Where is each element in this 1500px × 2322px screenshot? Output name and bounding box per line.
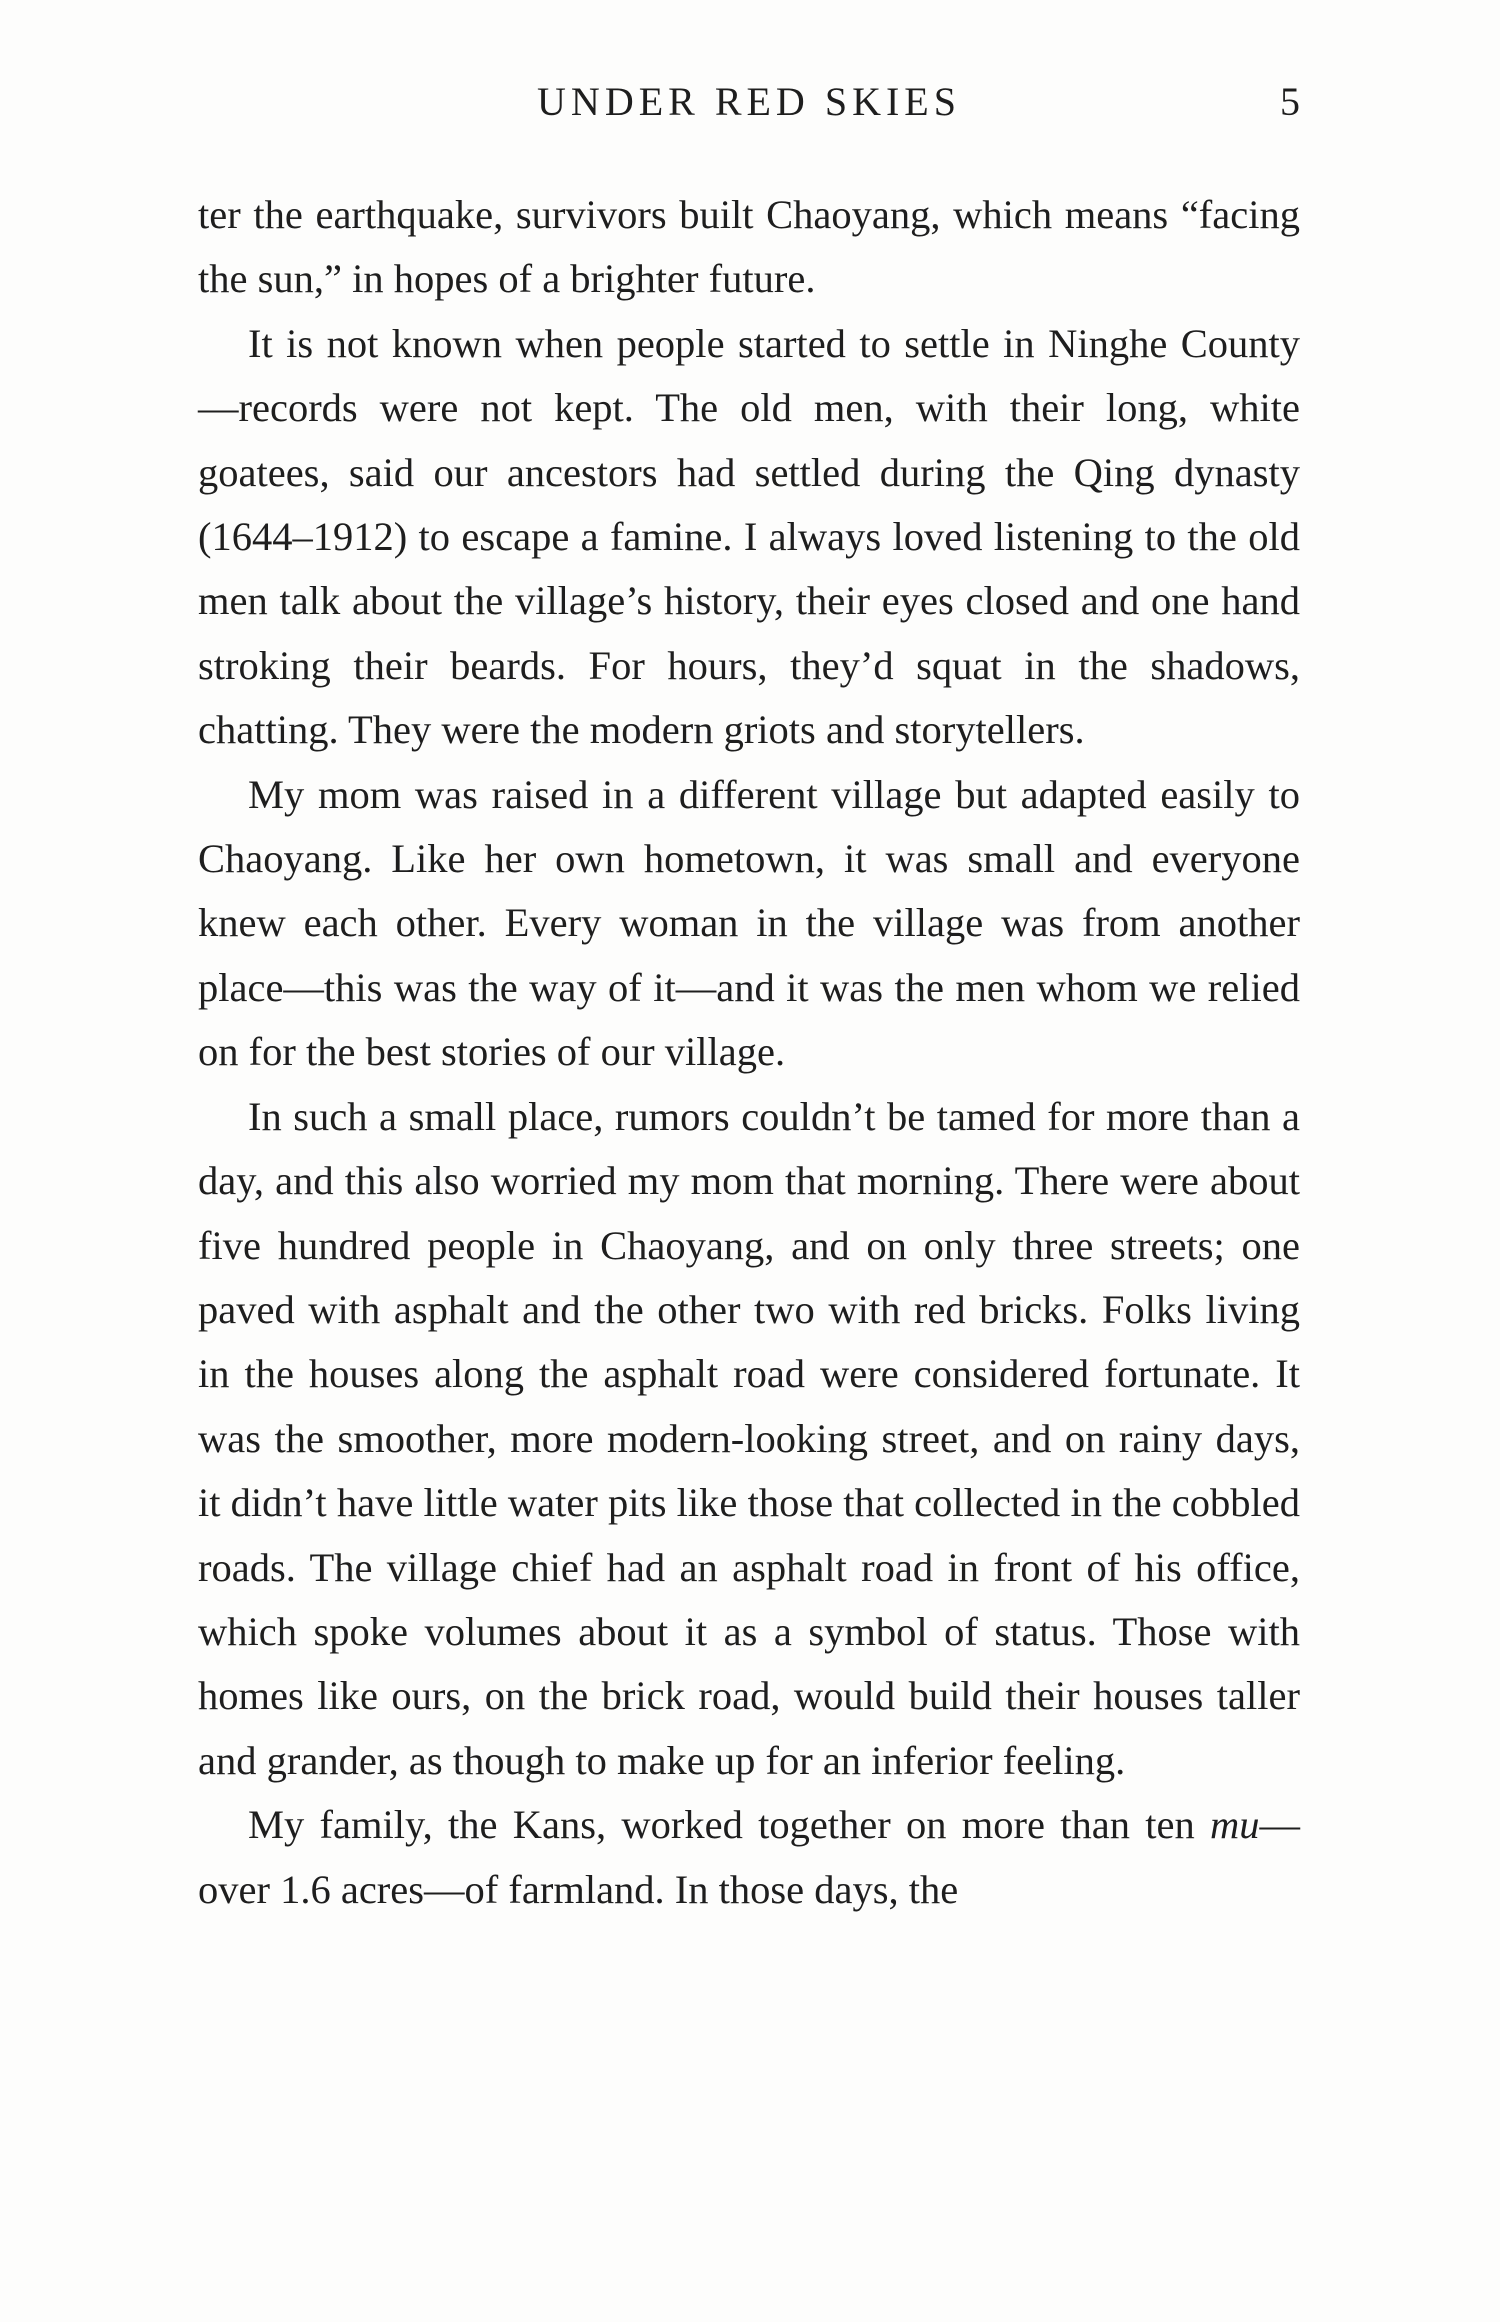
paragraph-5-italic-term: mu	[1210, 1802, 1260, 1848]
paragraph-4: In such a small place, rumors couldn’t be tamed for more than a day, and this also worried my mom that morning. There were about five hundred people in Chaoyang, and on only three streets; one paved with asphalt and the other two with red bricks. Folks living in the houses along the asphalt road were considered fortunate. It was the smoother, more modern-looking street, and on rainy days, it didn’t have little water pits like those that collected in the cobbled roads. The village chief had an asphalt road in front of his office, which spoke volumes about it as a symbol of status. Those with homes like ours, on the brick road, would build their houses taller and grander, as though to make up for an inferior feeling.	[198, 1093, 1300, 1783]
body-text	[198, 183, 1300, 1922]
running-header	[198, 72, 1300, 132]
paragraph-5-end: —over 1.6 acres—of farmland. In those days, the	[198, 1802, 1300, 1912]
paragraph-1: ter the earthquake, survivors built Chaoyang, which means “facing the sun,” in hopes of a brighter future.	[198, 192, 1300, 302]
running-title: UNDER RED SKIES	[537, 79, 961, 124]
paragraph-3: My mom was raised in a different village but adapted easily to Chaoyang. Like her own hometown, it was small and everyone knew each other. Every woman in the village was from another place—this was the way of it—and it was the men whom we relied on for the best stories of our village.	[198, 771, 1300, 1075]
paragraph-2: It is not known when people started to settle in Ninghe County—records were not kept. The old men, with their long, white goatees, said our ancestors had settled during the Qing dynasty (1644–1912) to escape a famine. I always loved listening to the old men talk about the village’s history, their eyes closed and one hand stroking their beards. For hours, they’d squat in the shadows, chatting. They were the modern griots and storytellers.	[198, 320, 1300, 753]
paragraph-5-start: My family, the Kans, worked together on more than ten	[248, 1802, 1210, 1848]
page-number: 5	[1280, 79, 1300, 124]
paragraph-5	[198, 1793, 1300, 1922]
